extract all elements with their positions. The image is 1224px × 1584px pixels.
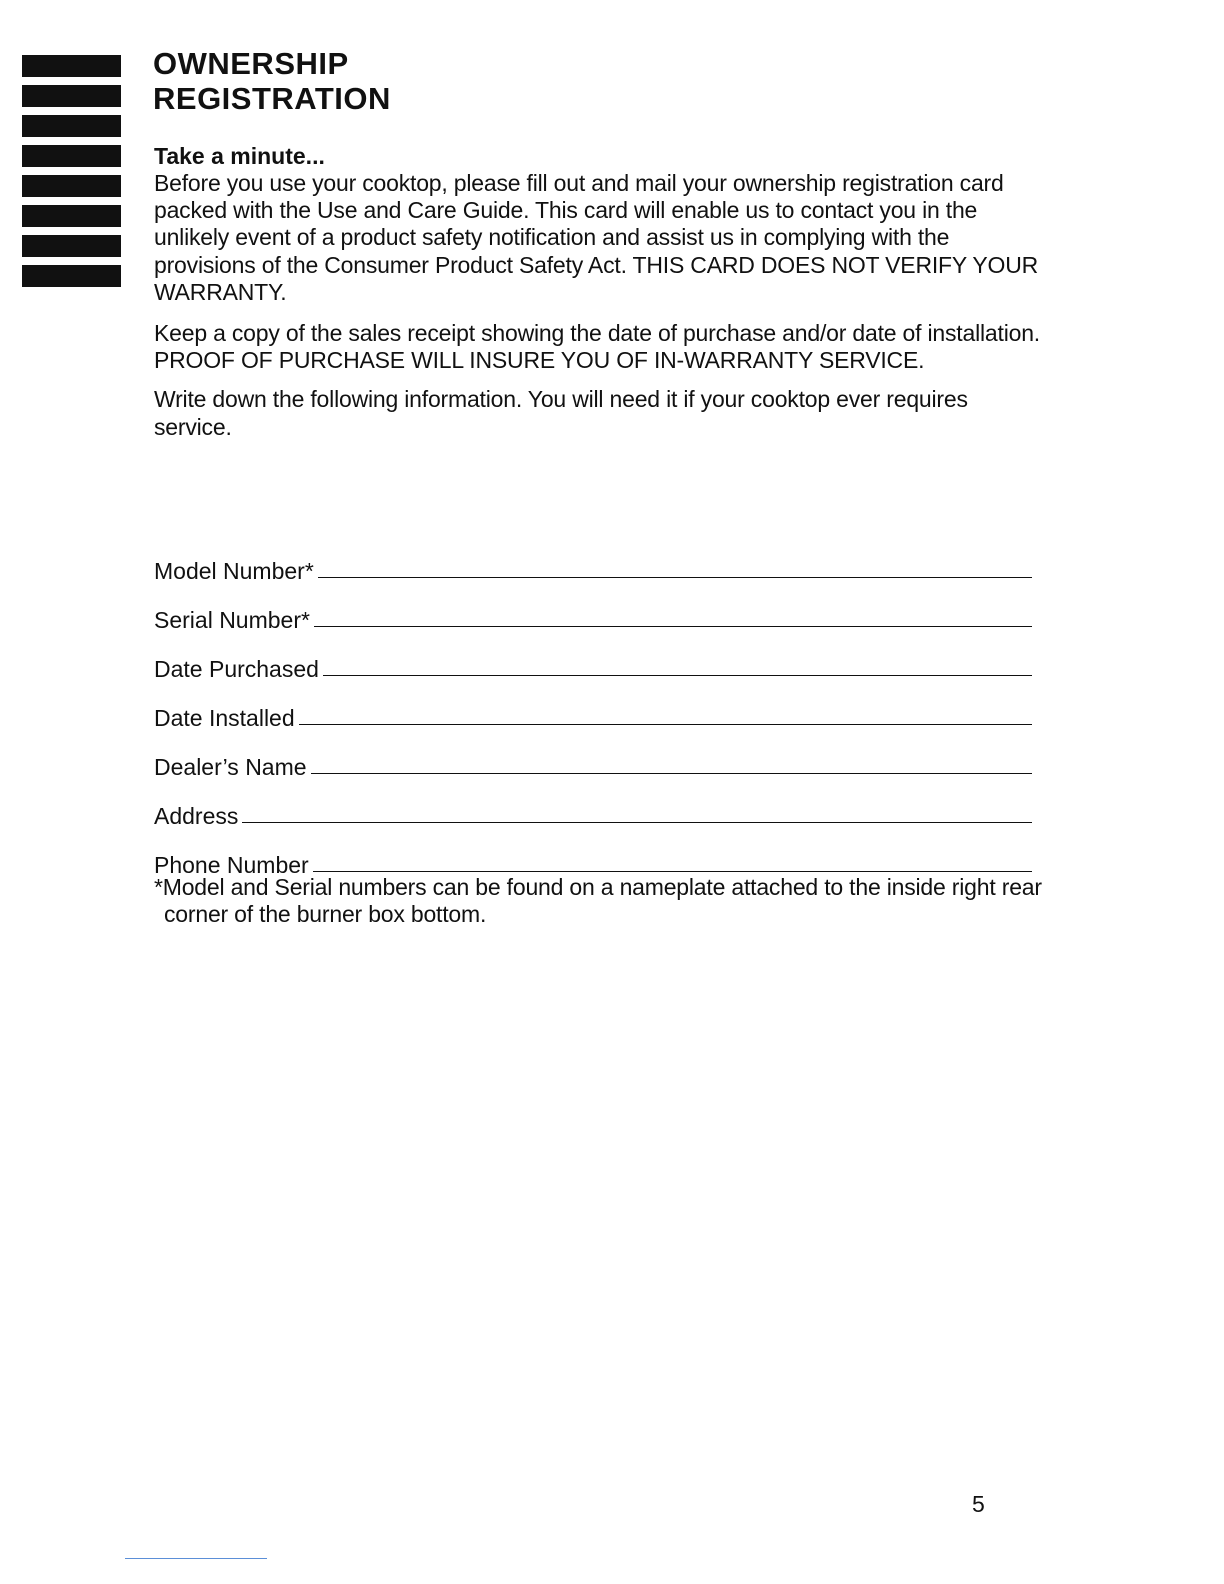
field-label: Date Purchased (154, 656, 319, 682)
field-label: Model Number* (154, 558, 314, 584)
dealer-name-field[interactable] (154, 732, 1032, 781)
phone-number-field[interactable] (154, 830, 1032, 879)
tab-stripe (22, 175, 121, 197)
date-installed-field[interactable] (154, 683, 1032, 732)
write-down-paragraph: Write down the following information. You will need it if your cooktop ever requires service. (154, 386, 968, 440)
field-label: Serial Number* (154, 607, 310, 633)
receipt-paragraph: Keep a copy of the sales receipt showing the date of purchase and/or date of installation. PROOF OF PURCHASE WILL INSURE YOU OF IN-WARRANTY SERVICE. (154, 320, 1040, 374)
tab-stripe (22, 235, 121, 257)
serial-number-field[interactable] (154, 585, 1032, 634)
page-title-line-1: OWNERSHIP (153, 46, 349, 81)
owner-info-form (154, 536, 1032, 879)
page-title (153, 46, 391, 116)
registration-paragraph: Before you use your cooktop, please fill out and mail your ownership registration card packed with the Use and Care Guide. This card will enable us to contact you in the unlikely event of a product safety notification and assist us in complying with the provisions of the Consumer Product Safety Act. THIS CARD DOES NOT VERIFY YOUR WARRANTY. (154, 170, 1039, 305)
address-field[interactable] (154, 781, 1032, 830)
section-tab-marker (22, 55, 121, 287)
fill-in-line[interactable] (313, 871, 1032, 872)
intro-subheading: Take a minute... (154, 143, 325, 169)
tab-stripe (22, 205, 121, 227)
nameplate-footnote: *Model and Serial numbers can be found on a nameplate attached to the inside right rear corner of the burner box bottom. (154, 874, 1042, 928)
date-purchased-field[interactable] (154, 634, 1032, 683)
tab-stripe (22, 85, 121, 107)
tab-stripe (22, 265, 121, 287)
tab-stripe (22, 145, 121, 167)
tab-stripe (22, 55, 121, 77)
page-number: 5 (972, 1491, 985, 1517)
model-number-field[interactable] (154, 536, 1032, 585)
bottom-divider (125, 1558, 267, 1559)
fill-in-line[interactable] (323, 675, 1032, 676)
field-label: Dealer’s Name (154, 754, 307, 780)
fill-in-line[interactable] (242, 822, 1032, 823)
fill-in-line[interactable] (314, 626, 1032, 627)
page-title-line-2: REGISTRATION (153, 81, 391, 116)
field-label: Phone Number (154, 852, 309, 878)
tab-stripe (22, 115, 121, 137)
field-label: Address (154, 803, 239, 829)
field-label: Date Installed (154, 705, 295, 731)
fill-in-line[interactable] (311, 773, 1032, 774)
fill-in-line[interactable] (299, 724, 1032, 725)
fill-in-line[interactable] (318, 577, 1032, 578)
intro-section (154, 142, 1044, 441)
